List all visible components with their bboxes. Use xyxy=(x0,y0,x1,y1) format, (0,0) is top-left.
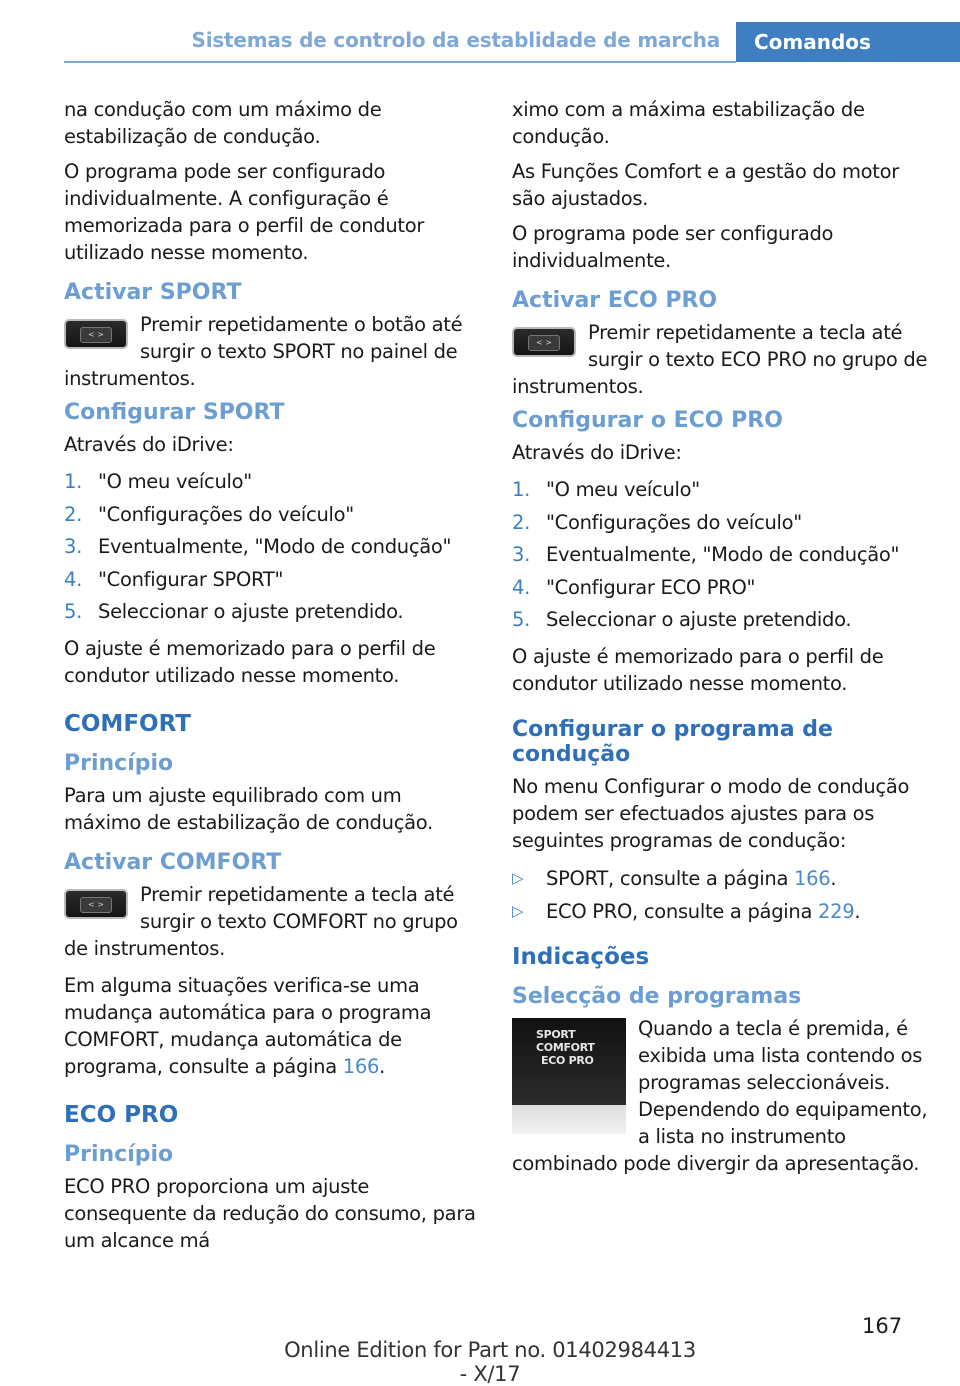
list-item: ▷ ECO PRO, consulte a página 229. xyxy=(512,895,930,928)
header-chapter-tab: Comandos xyxy=(736,22,960,62)
paragraph: Quando a tecla é premida, é exibida uma lista contendo os programas seleccionáveis. Dependendo do equipamento, a lista no instrumento combinado pode divergir da apresentação. xyxy=(512,1016,928,1175)
paragraph: Em alguma situações verifica-se uma mudança automática para o programa COMFORT, mudança automática de programa, consulte a página 166. xyxy=(64,973,432,1078)
drive-mode-button-icon: < > xyxy=(64,319,128,349)
steps-list xyxy=(64,466,482,629)
heading-configure-sport: Configurar SPORT xyxy=(64,400,285,425)
paragraph: Através do iDrive: xyxy=(64,433,234,456)
paragraph: O programa pode ser configurado individualmente. xyxy=(512,222,834,272)
header-rule xyxy=(64,61,736,63)
page-link[interactable]: 166 xyxy=(794,866,831,890)
drive-mode-button-icon: < > xyxy=(64,889,128,919)
list-item: 4. "Configurar ECO PRO" xyxy=(512,575,756,599)
paragraph: Através do iDrive: xyxy=(512,441,682,464)
paragraph: Para um ajuste equilibrado com um máximo de estabilização de condução. xyxy=(64,783,433,834)
list-item: 4. "Configurar SPORT" xyxy=(64,567,284,591)
list-item: 3. Eventualmente, "Modo de condução" xyxy=(512,543,900,566)
drive-mode-button-icon: < > xyxy=(512,327,576,357)
bullet-icon: ▷ xyxy=(512,868,524,887)
left-column xyxy=(64,96,482,1262)
paragraph: Premir repetidamente a tecla até surgir o texto COMFORT no grupo de instrumentos. xyxy=(64,882,458,960)
heading-config-program: Configurar o programa de condução xyxy=(512,716,833,767)
instrument-cluster-program-list-image: SPORT COMFORT ECO PRO xyxy=(512,1018,626,1134)
heading-ecopro: ECO PRO xyxy=(64,1101,179,1128)
heading-activate-sport: Activar SPORT xyxy=(64,280,242,305)
list-item: 2. "Configurações do veículo" xyxy=(512,510,802,534)
paragraph: O ajuste é memorizado para o perfil de condutor utilizado nesse momento. xyxy=(512,644,884,695)
list-item: ▷ SPORT, consulte a página 166. xyxy=(512,862,930,895)
heading-comfort: COMFORT xyxy=(64,710,191,737)
footer-edition: Online Edition for Part no. 01402984413 - X/17 xyxy=(284,1338,696,1386)
paragraph: Premir repetidamente a tecla até surgir o texto ECO PRO no grupo de instrumentos. xyxy=(512,321,928,398)
list-item: 1. "O meu veículo" xyxy=(64,470,252,493)
paragraph: Premir repetidamente o botão até surgir o texto SPORT no painel de instrumentos. xyxy=(64,313,463,390)
heading-comfort-principle: Princípio xyxy=(64,750,174,776)
list-item: 2. "Configurações do veículo" xyxy=(64,502,354,526)
heading-activate-ecopro: Activar ECO PRO xyxy=(512,288,718,313)
paragraph: ECO PRO proporciona um ajuste consequente da redução do consumo, para um alcance má xyxy=(64,1174,476,1252)
paragraph: ximo com a máxima estabilização de condução. xyxy=(512,98,865,148)
list-item: 5. Seleccionar o ajuste pretendido. xyxy=(512,608,852,631)
paragraph: O ajuste é memorizado para o perfil de condutor utilizado nesse momento. xyxy=(64,636,436,687)
heading-configure-ecopro: Configurar o ECO PRO xyxy=(512,408,783,433)
instruction-with-icon xyxy=(64,881,482,962)
heading-indicacoes: Indicações xyxy=(512,943,650,970)
page-number: 167 xyxy=(862,1314,903,1338)
bullet-icon: ▷ xyxy=(512,901,524,920)
program-selection-block xyxy=(512,1015,930,1177)
page-link[interactable]: 166 xyxy=(342,1054,380,1078)
heading-ecopro-principle: Princípio xyxy=(64,1141,174,1167)
right-column xyxy=(512,96,930,1177)
page-header xyxy=(0,0,960,62)
paragraph: As Funções Comfort e a gestão do motor são ajustados. xyxy=(512,160,899,210)
paragraph: O programa pode ser configurado individualmente. A configuração é memorizada para o perfil de condutor utilizado nesse momento. xyxy=(64,160,425,264)
header-section-title: Sistemas de controlo da establidade de marcha xyxy=(191,28,720,52)
instruction-with-icon xyxy=(64,311,482,392)
page-link[interactable]: 229 xyxy=(818,899,855,923)
paragraph: na condução com um máximo de estabilização de condução. xyxy=(64,98,382,148)
instruction-with-icon xyxy=(512,319,930,400)
heading-activate-comfort: Activar COMFORT xyxy=(64,849,282,875)
steps-list xyxy=(512,474,930,637)
list-item: 3. Eventualmente, "Modo de condução" xyxy=(64,535,452,558)
bullet-list xyxy=(512,862,930,928)
list-item: 5. Seleccionar o ajuste pretendido. xyxy=(64,600,404,623)
list-item: 1. "O meu veículo" xyxy=(512,478,700,501)
paragraph: No menu Configurar o modo de condução podem ser efectuados ajustes para os seguintes programas de condução: xyxy=(512,774,910,852)
heading-program-selection: Selecção de programas xyxy=(512,983,802,1009)
